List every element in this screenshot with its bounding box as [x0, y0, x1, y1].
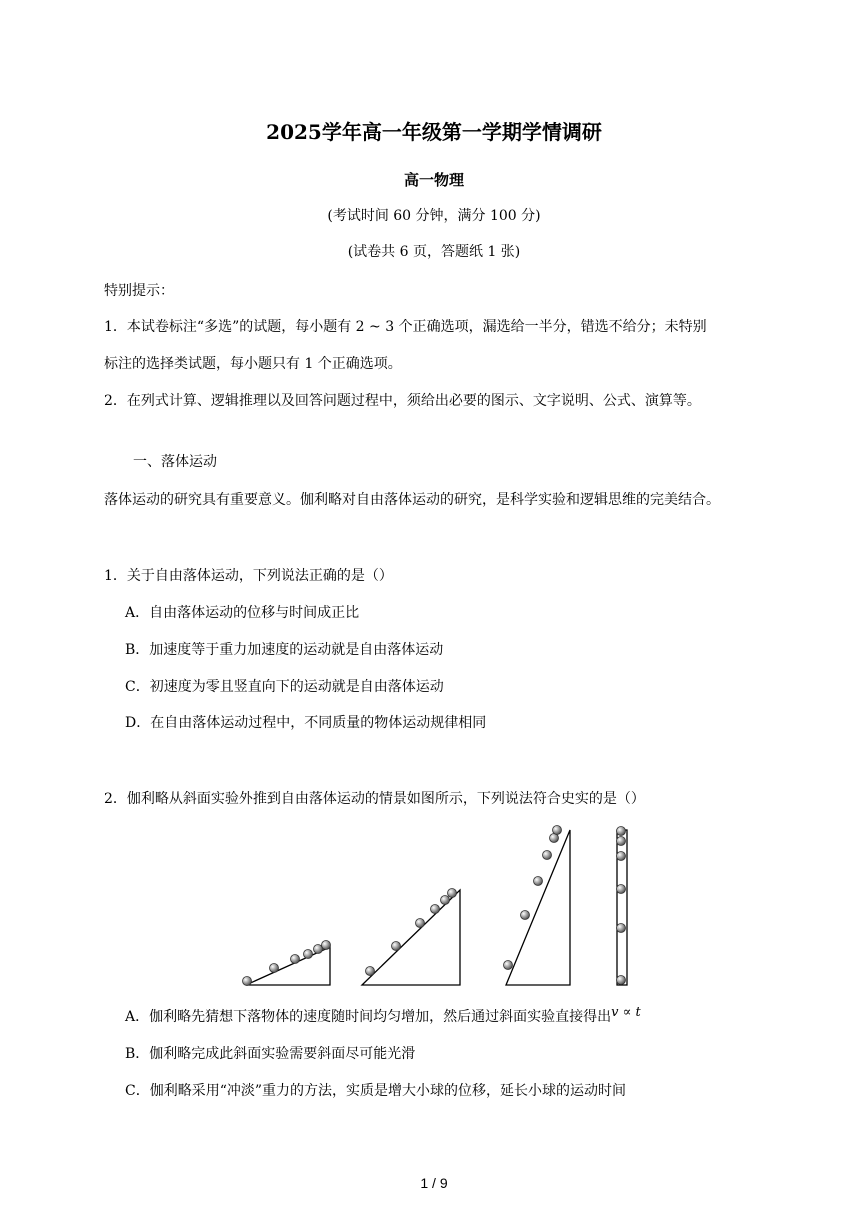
question-2-option-a-text: A．伽利略先猜想下落物体的速度随时间均匀增加，然后通过斜面实验直接得出 [125, 1009, 612, 1025]
ball [521, 911, 530, 920]
section-heading: 一、落体运动 [133, 454, 217, 470]
ball [304, 950, 313, 959]
ball [322, 941, 331, 950]
ball [366, 967, 375, 976]
question-1-option-a: A．自由落体运动的位移与时间成正比 [125, 605, 360, 621]
note-item-2: 2．在列式计算、逻辑推理以及回答问题过程中，须给出必要的图示、文字说明、公式、演算等。 [104, 393, 701, 409]
note-item-1-line-1: 1．本试卷标注“多选”的试题，每小题有 2 ~ 3 个正确选项，漏选给一半分，错选不给分；未特别 [104, 319, 707, 335]
ball [431, 905, 440, 914]
subject-title: 高一物理 [403, 171, 464, 189]
ball [416, 919, 425, 928]
ball [617, 924, 626, 933]
ball [617, 837, 626, 846]
question-2-option-a [125, 1007, 641, 1028]
notes-heading: 特别提示： [104, 283, 174, 299]
incline-ramp-3 [506, 830, 570, 985]
proportional-formula: v ∝ t [611, 1005, 641, 1020]
ball [448, 889, 457, 898]
note-item-1-line-2: 标注的选择类试题，每小题只有 1 个正确选项。 [104, 356, 402, 372]
ball [314, 945, 323, 954]
section-intro: 落体运动的研究具有重要意义。伽利略对自由落体运动的研究，是科学实验和逻辑思维的完美结合。 [104, 492, 720, 508]
paper-info: (试卷共 6 页，答题纸 1 张) [347, 244, 521, 260]
ball [553, 826, 562, 835]
page-title: 2025学年高一年级第一学期学情调研 [266, 120, 602, 144]
ball [243, 977, 252, 986]
ball [291, 955, 300, 964]
question-1-option-d: D．在自由落体运动过程中，不同质量的物体运动规律相同 [125, 715, 487, 731]
ball [441, 896, 450, 905]
question-2-stem: 2．伽利略从斜面实验外推到自由落体运动的情景如图所示，下列说法符合史实的是（） [104, 791, 645, 807]
ball [504, 961, 513, 970]
question-2-option-c: C．伽利略采用“冲淡”重力的方法，实质是增大小球的位移，延长小球的运动时间 [125, 1083, 627, 1099]
ball [617, 827, 626, 836]
question-1-option-b: B．加速度等于重力加速度的运动就是自由落体运动 [125, 642, 444, 658]
ball [617, 885, 626, 894]
ball [543, 851, 552, 860]
question-1-stem: 1．关于自由落体运动，下列说法正确的是（） [104, 568, 393, 584]
ball [617, 976, 626, 985]
ball [617, 852, 626, 861]
page-number: 1 / 9 [420, 1175, 448, 1191]
galileo-incline-figure [230, 818, 650, 994]
exam-info: (考试时间 60 分钟，满分 100 分) [327, 208, 541, 224]
question-1-option-c: C．初速度为零且竖直向下的运动就是自由落体运动 [125, 679, 444, 695]
question-2-option-b: B．伽利略完成此斜面实验需要斜面尽可能光滑 [125, 1046, 416, 1062]
ball [270, 964, 279, 973]
ball [392, 942, 401, 951]
ball-positions [243, 826, 626, 986]
ball [534, 877, 543, 886]
